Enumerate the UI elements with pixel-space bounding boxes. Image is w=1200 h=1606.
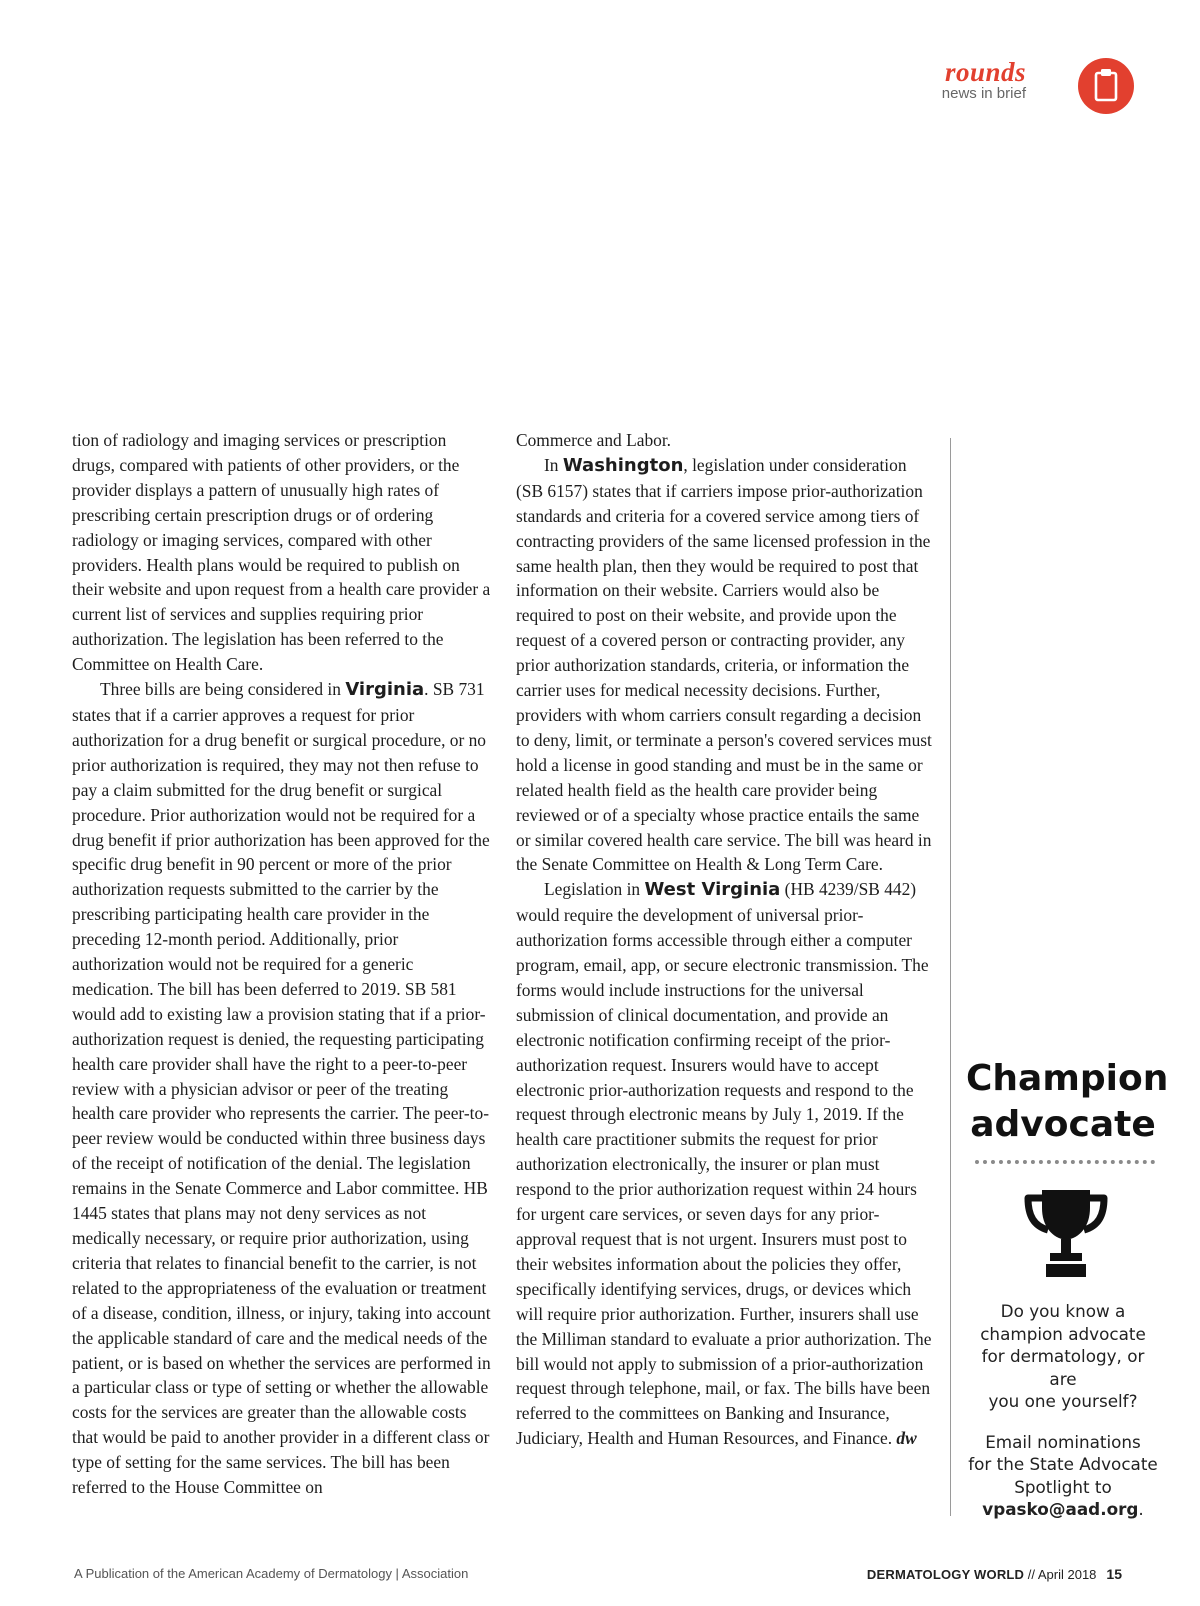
dotted-rule bbox=[975, 1160, 1155, 1164]
footer-issue bbox=[867, 1566, 1122, 1582]
paragraph-lead: Three bills are being considered in bbox=[100, 679, 346, 700]
sidebar-email-line bbox=[966, 1498, 1160, 1521]
sidebar-question-line: you one yourself? bbox=[988, 1391, 1138, 1411]
column-divider bbox=[950, 438, 951, 1516]
paragraph-west-virginia bbox=[516, 877, 934, 1451]
paragraph-lead: In bbox=[544, 454, 563, 475]
paragraph-body: . SB 731 states that if a carrier approves a request for prior authorization for a drug benefit or surgical procedure, or no prior authorization is required, they may not then refuse to pay a claim submitted for the drug benefit or surgical procedure. Prior authorization would not be required for a drug benefit if prior authorization has been approved for the specific drug benefit in 90 percent or more of the prior authorization requests submitted to the carrier by the prescribing participating health care provider in the preceding 12-month period. Additionally, prior authorization would not be required for a generic medication. The bill has been deferred to 2019. SB 581 would add to existing law a provision stating that if a prior-authorization request is denied, the requesting participating health care provider shall have the right to a peer-to-peer review with a physician advisor or peer of the treating health care provider who represents the carrier. The peer-to-peer review would be conducted within three business days of the receipt of notification of the denial. The legislation remains in the Senate Commerce and Labor committee. HB 1445 states that plans may not deny services as not medically necessary, or require prior authorization, using criteria that relates to financial benefit to the carrier, is not related to the appropriateness of the evaluation or treatment of a disease, condition, illness, or injury, taking into account the applicable standard of care and the medical needs of the patient, or is based on whether the services are performed in a particular class or type of setting or whether the allowable costs for the services are greater than the allowable costs that would be paid to another provider in a different class or type of setting for the same services. The bill has been referred to the House Committee on bbox=[72, 679, 491, 1498]
state-name-virginia: Virginia bbox=[345, 679, 425, 701]
sidebar-question-line: for dermatology, or bbox=[981, 1346, 1145, 1366]
author-signature: dw bbox=[896, 1428, 917, 1449]
sidebar-question-line: are bbox=[1049, 1368, 1077, 1389]
trophy-icon bbox=[1018, 1186, 1114, 1282]
page-number: 15 bbox=[1106, 1566, 1122, 1582]
article-column-2 bbox=[516, 428, 934, 1451]
email-suffix: . bbox=[1138, 1499, 1144, 1519]
section-label bbox=[942, 58, 1026, 102]
paragraph-virginia bbox=[72, 677, 492, 1500]
sidebar-question-line: Do you know a bbox=[1000, 1301, 1126, 1321]
sidebar-title-line: Champion bbox=[966, 1058, 1169, 1099]
state-name-west-virginia: West Virginia bbox=[644, 879, 781, 901]
magazine-name: DERMATOLOGY WORLD bbox=[866, 1567, 1025, 1582]
sidebar-nomination-line: Email nominations bbox=[985, 1431, 1141, 1452]
clipboard-icon bbox=[1078, 58, 1134, 114]
paragraph-health-plans: tion of radiology and imaging services or prescription drugs, compared with patients of other providers, or the provider displays a pattern of unusually high rates of prescribing certain prescription drugs or of ordering radiology or imaging services, compared with other providers. Health plans would be required to publish on their website and upon request from a health care provider a current list of services and supplies requiring prior authorization. The legislation has been referred to the Committee on Health Care. bbox=[72, 430, 491, 675]
sidebar-nomination-line: Spotlight to bbox=[1014, 1476, 1112, 1497]
section-subtitle: news in brief bbox=[941, 85, 1026, 102]
sidebar-title-line: advocate bbox=[970, 1104, 1156, 1145]
sidebar-text bbox=[966, 1300, 1160, 1521]
paragraph-washington bbox=[516, 453, 934, 877]
sidebar-question-line: champion advocate bbox=[980, 1323, 1146, 1344]
paragraph-continuation: Commerce and Labor. bbox=[516, 430, 672, 450]
issue-date: April 2018 bbox=[1037, 1567, 1097, 1582]
nomination-email-link[interactable]: vpasko@aad.org bbox=[982, 1499, 1139, 1519]
footer-separator: // bbox=[1024, 1567, 1038, 1582]
sidebar-nomination-line: for the State Advocate bbox=[968, 1454, 1158, 1474]
paragraph-lead: Legislation in bbox=[544, 879, 645, 900]
paragraph-body: , legislation under consideration (SB 6157) states that if carriers impose prior-authorization standards and criteria for a covered service among tiers of contracting providers of the same licensed profession in the same health plan, then they would be required to post that information on their website. Carriers would also be required to post on their website, and provide upon the request of a covered person or contracting provider, any prior authorization standards, criteria, or information the carrier uses for medical necessity decisions. Further, providers with whom carriers consult regarding a decision to deny, limit, or terminate a person's covered services must hold a license in good standing and must be in the same or related health field as the health care provider being reviewed or of a specialty whose practice entails the same or similar covered health care service. The bill was heard in the Senate Committee on Health & Long Term Care. bbox=[516, 454, 932, 875]
footer-publisher: A Publication of the American Academy of Dermatology | Association bbox=[74, 1566, 469, 1581]
paragraph-body: (HB 4239/SB 442) would require the development of universal prior-authorization forms accessible through either a computer program, email, app, or secure electronic transmission. The forms would include instructions for the universal submission of clinical documentation, and provide an electronic notification confirming receipt of the prior-authorization request. Insurers would have to accept electronic prior-authorization requests and respond to the request through electronic means by July 1, 2019. If the health care practitioner submits the request for prior authorization electronically, the insurer or plan must respond to the prior authorization request within 24 hours for urgent care services, or seven days for any prior-approval request that is not urgent. Insurers must post to their websites information about the policies they offer, specifically identifying services, drugs, or devices which will require prior authorization. Further, insurers shall use the Milliman standard to evaluate a prior authorization. The bill would not apply to submission of a prior-authorization request through telephone, mail, or fax. The bills have been referred to the committees on Banking and Insurance, Judiciary, Health and Human Resources, and Finance. bbox=[516, 879, 932, 1449]
article-column-1 bbox=[72, 428, 492, 1500]
sidebar-title bbox=[966, 1056, 1169, 1148]
state-name-washington: Washington bbox=[562, 454, 684, 476]
section-title: rounds bbox=[944, 57, 1026, 87]
section-badge bbox=[1078, 58, 1134, 114]
